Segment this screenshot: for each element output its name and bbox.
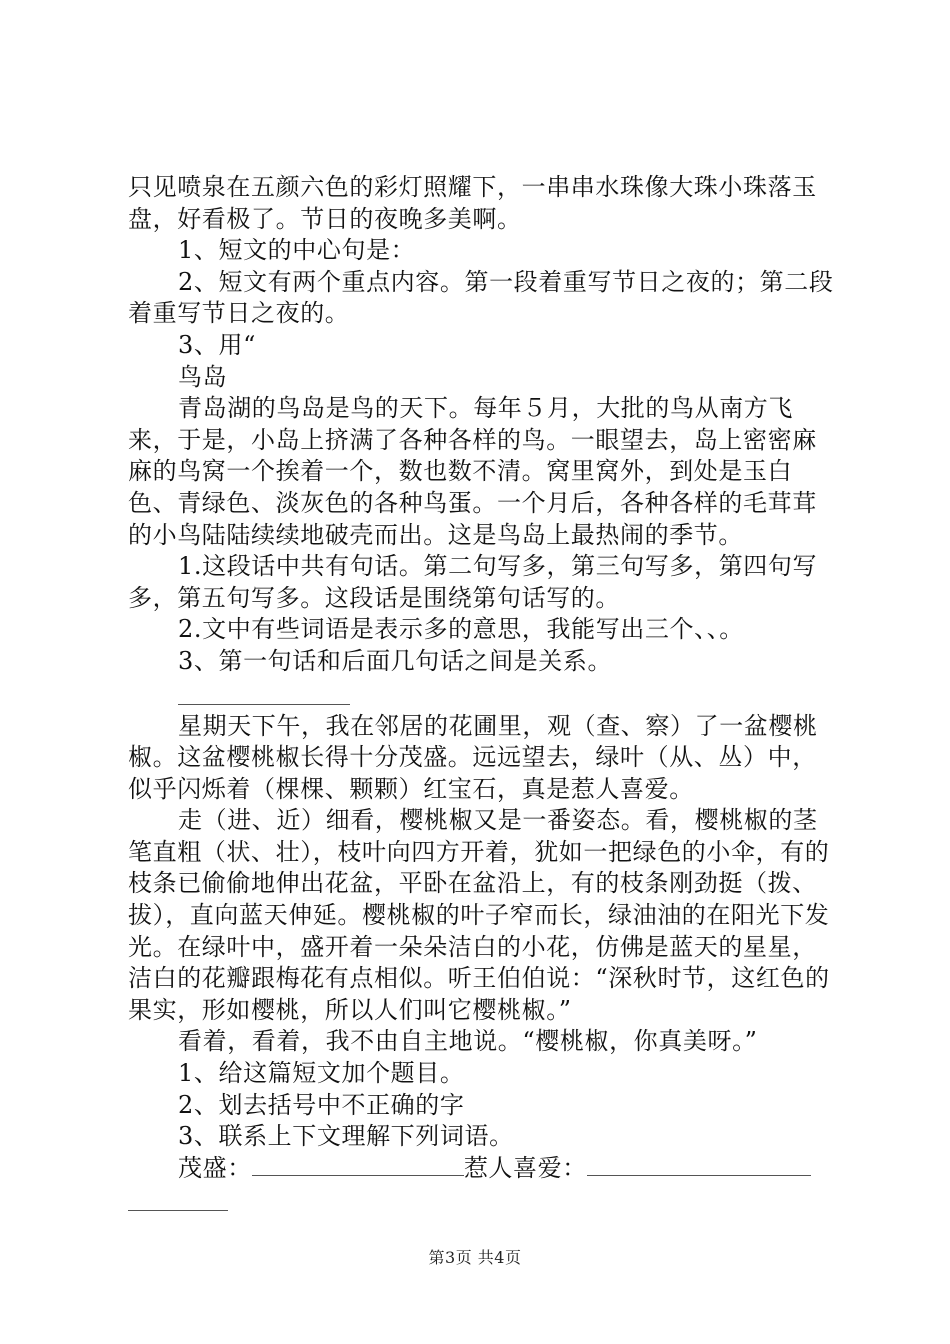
answer-blank-maosheng[interactable]	[252, 1153, 464, 1176]
question-central-sentence: 1、短文的中心句是：	[178, 236, 416, 265]
pepper-question-1: 1、给这篇短文加个题目。	[178, 1059, 465, 1088]
title-blank-line	[178, 704, 350, 705]
bird-island-paragraph: 青岛湖的鸟岛是鸟的天下。每年５月，大批的鸟从南方飞来，于是，小岛上挤满了各种各样的鸟。一眼望去，岛上密密麻麻的鸟窝一个挨着一个，数也数不清。窝里窝外，到处是玉白色、青绿色、淡灰色的各种鸟蛋。一个月后，各种各样的毛茸茸的小鸟陆陆续续地破壳而出。这是鸟岛上最热闹的季节。	[128, 394, 817, 549]
bird-question-2: 2.文中有些词语是表示多的意思，我能写出三个、、。	[178, 615, 744, 644]
section-title-bird-island: 鸟岛	[178, 362, 228, 391]
pepper-paragraph-1: 星期天下午，我在邻居的花圃里，观（查、察）了一盆樱桃椒。这盆樱桃椒长得十分茂盛。远远望去，绿叶（从、丛）中，似乎闪烁着（棵棵、颗颗）红宝石，真是惹人喜爱。	[128, 711, 818, 803]
bird-question-1: 1.这段话中共有句话。第二句写多，第三句写多，第四句写多，第五句写多。这段话是围绕第句话写的。	[128, 552, 818, 612]
answer-blank-continuation	[128, 1210, 228, 1211]
document-body	[128, 172, 838, 1211]
pepper-paragraph-3: 看着，看着，我不由自主地说。“樱桃椒，你真美呀。”	[178, 1027, 758, 1056]
vocab-answer-line	[128, 1153, 838, 1185]
page-footer: 第3页 共4页	[428, 1248, 522, 1267]
pepper-paragraph-2: 走（进、近）细看，樱桃椒又是一番姿态。看，樱桃椒的茎笔直粗（状、壮），枝叶向四方开着，犹如一把绿色的小伞，有的枝条已偷偷地伸出花盆，平卧在盆沿上，有的枝条刚劲挺（拨、拔），直向蓝天伸延。樱桃椒的叶子窄而长，绿油油的在阳光下发光。在绿叶中，盛开着一朵朵洁白的小花，仿佛是蓝天的星星，洁白的花瓣跟梅花有点相似。听王伯伯说：“深秋时节，这红色的果实，形如樱桃，所以人们叫它樱桃椒。”	[128, 806, 830, 1024]
bird-question-3: 3、第一句话和后面几句话之间是关系。	[178, 646, 613, 675]
answer-blank-reren-xiai[interactable]	[587, 1153, 811, 1176]
pepper-question-2: 2、划去括号中不正确的字	[178, 1090, 465, 1119]
fountain-paragraph: 只见喷泉在五颜六色的彩灯照耀下，一串串水珠像大珠小珠落玉盘，好看极了。节日的夜晚多美啊。	[128, 173, 817, 233]
vocab-label-reren-xiai: 惹人喜爱：	[463, 1153, 587, 1182]
question-key-content: 2、短文有两个重点内容。第一段着重写节日之夜的；第二段着重写节日之夜的。	[128, 267, 834, 328]
vocab-label-maosheng: 茂盛：	[178, 1153, 252, 1182]
question-use: 3、用“	[178, 330, 256, 359]
pepper-question-3: 3、联系上下文理解下列词语。	[178, 1122, 514, 1151]
